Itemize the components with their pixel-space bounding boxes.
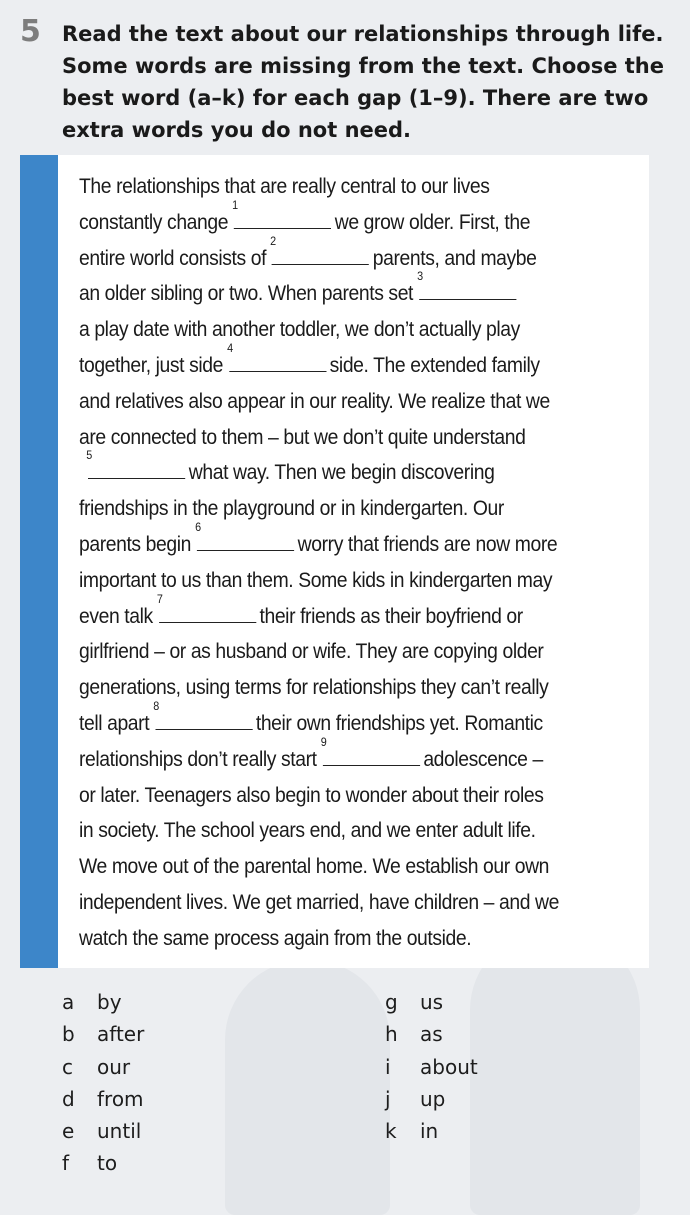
- option-letter: h: [385, 1022, 398, 1047]
- gap-number: 7: [156, 591, 163, 606]
- passage-line: and relatives also appear in our reality. We realize that we: [79, 388, 550, 413]
- option-j[interactable]: [385, 1083, 478, 1115]
- passage-line: friendships in the playground or in kindergarten. Our: [79, 496, 504, 521]
- option-i[interactable]: [385, 1051, 478, 1083]
- option-word: in: [420, 1119, 439, 1144]
- gap-4[interactable]: [227, 340, 326, 372]
- word-options-right: [385, 986, 478, 1147]
- option-word: up: [420, 1086, 446, 1111]
- option-word: about: [420, 1054, 478, 1079]
- gap-number: 5: [86, 448, 92, 463]
- option-f[interactable]: [62, 1147, 144, 1179]
- gap-number: 2: [270, 233, 276, 248]
- option-d[interactable]: [62, 1083, 144, 1115]
- option-word: from: [97, 1086, 144, 1111]
- option-word: by: [97, 990, 122, 1014]
- gap-number: 9: [320, 734, 327, 749]
- gap-5[interactable]: [86, 448, 185, 479]
- gap-9[interactable]: [320, 734, 420, 766]
- option-letter: i: [385, 1054, 391, 1079]
- reading-passage: [79, 169, 583, 957]
- passage-line: important to us than them. Some kids in kindergarten may: [79, 567, 553, 592]
- passage-line: parents begin 6 worry that friends are now more: [79, 519, 558, 556]
- option-k[interactable]: [385, 1115, 478, 1147]
- passage-line: generations, using terms for relationships they can’t really: [79, 675, 549, 700]
- option-word: us: [420, 990, 444, 1014]
- option-letter: j: [385, 1086, 391, 1111]
- option-letter: k: [385, 1119, 397, 1144]
- passage-line: constantly change 1 we grow older. First, the: [79, 197, 531, 234]
- gap-number: 8: [153, 698, 159, 713]
- option-letter: a: [62, 990, 75, 1014]
- option-word: until: [97, 1119, 142, 1144]
- passage-line: entire world consists of 2 parents, and maybe: [79, 233, 537, 270]
- option-letter: b: [62, 1022, 75, 1047]
- passage-line: independent lives. We get married, have children – and we: [79, 889, 559, 914]
- passage-line: watch the same process again from the outside.: [79, 925, 472, 950]
- passage-line: 5 what way. Then we begin discovering: [86, 448, 495, 485]
- option-letter: c: [62, 1054, 73, 1079]
- passage-line: girlfriend – or as husband or wife. They are copying older: [79, 639, 544, 664]
- word-options-left: [62, 986, 144, 1180]
- option-h[interactable]: [385, 1018, 478, 1050]
- gap-3[interactable]: [417, 269, 516, 300]
- gap-6[interactable]: [195, 519, 294, 551]
- gap-number: 4: [227, 340, 233, 355]
- option-word: after: [97, 1022, 145, 1047]
- accent-bar: [20, 155, 58, 968]
- option-letter: g: [385, 990, 398, 1014]
- passage-line: The relationships that are really central to our lives: [79, 174, 490, 198]
- option-letter: d: [62, 1086, 75, 1111]
- option-a[interactable]: [62, 986, 144, 1018]
- exercise-instructions: Read the text about our relationships through life. Some words are missing from the text. Choose the best word (a–k) for each gap (1–9). There are two extra words you do not need.: [62, 22, 664, 142]
- exercise-number: 5: [20, 14, 41, 49]
- gap-2[interactable]: [270, 233, 369, 265]
- option-c[interactable]: [62, 1051, 144, 1083]
- option-g[interactable]: [385, 986, 478, 1018]
- gap-8[interactable]: [153, 698, 252, 730]
- passage-line: an older sibling or two. When parents set 3: [79, 276, 583, 312]
- reading-text-box: [20, 155, 649, 968]
- gap-number: 1: [232, 197, 238, 212]
- option-b[interactable]: [62, 1018, 144, 1050]
- passage-line: or later. Teenagers also begin to wonder about their roles: [79, 782, 544, 807]
- gap-number: 3: [417, 269, 423, 284]
- gap-7[interactable]: [156, 591, 256, 623]
- passage-line: are connected to them – but we don’t quite understand: [79, 424, 526, 449]
- option-word: as: [420, 1022, 443, 1047]
- passage-line: in society. The school years end, and we enter adult life.: [79, 818, 536, 843]
- option-letter: e: [62, 1119, 75, 1144]
- passage-line: relationships don’t really start 9 adolescence –: [79, 734, 543, 771]
- option-word: our: [97, 1054, 131, 1079]
- passage-line: tell apart 8 their own friendships yet. Romantic: [79, 698, 543, 735]
- option-e[interactable]: [62, 1115, 144, 1147]
- gap-1[interactable]: [232, 197, 331, 229]
- gap-number: 6: [195, 519, 201, 534]
- background-figure: [470, 930, 640, 1215]
- option-letter: f: [62, 1151, 70, 1176]
- passage-line: even talk 7 their friends as their boyfriend or: [79, 591, 523, 628]
- background-figure: [225, 960, 390, 1215]
- passage-line: together, just side 4 side. The extended family: [79, 340, 540, 377]
- passage-line: We move out of the parental home. We establish our own: [79, 854, 550, 879]
- option-word: to: [97, 1151, 118, 1176]
- passage-line: a play date with another toddler, we don’t actually play: [79, 317, 520, 342]
